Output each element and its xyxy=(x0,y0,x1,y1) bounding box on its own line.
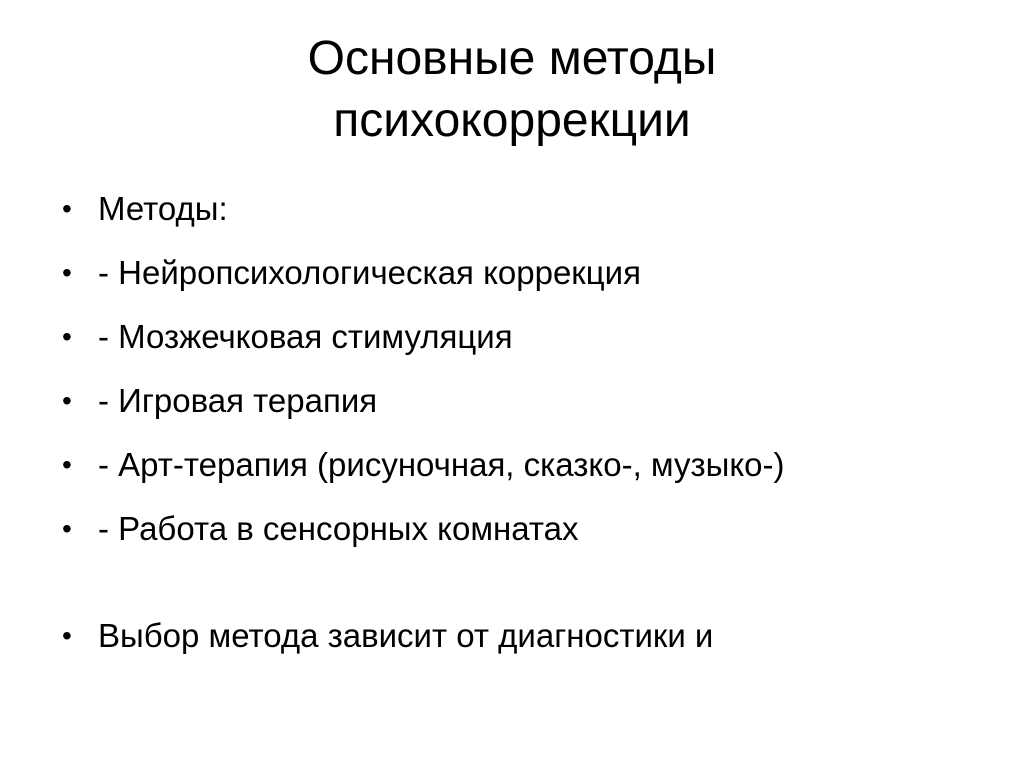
bullet-marker: • xyxy=(62,321,72,352)
bullet-marker: • xyxy=(62,620,72,651)
bullet-item xyxy=(60,444,960,486)
slide-title xyxy=(0,28,1024,152)
bullet-marker: • xyxy=(62,513,72,544)
bullet-text: - Работа в сенсорных комнатах xyxy=(98,510,579,547)
bullet-text: - Мозжечковая стимуляция xyxy=(98,318,513,355)
bullet-text: Выбор метода зависит от диагностики и xyxy=(98,617,714,654)
bullet-text: - Арт-терапия (рисуночная, сказко-, музыко-) xyxy=(98,446,785,483)
bullet-item xyxy=(60,380,960,422)
bullet-marker: • xyxy=(62,193,72,224)
bullet-marker: • xyxy=(62,257,72,288)
title-line-1: Основные методы xyxy=(307,32,717,85)
bullet-item xyxy=(60,252,960,294)
bullet-list xyxy=(60,188,960,679)
bullet-marker: • xyxy=(62,385,72,416)
title-line-2: психокоррекции xyxy=(333,94,691,147)
bullet-marker: • xyxy=(62,449,72,480)
bullet-item xyxy=(60,615,960,657)
bullet-item xyxy=(60,316,960,358)
bullet-item xyxy=(60,508,960,550)
bullet-text: Методы: xyxy=(98,190,228,227)
bullet-text: - Игровая терапия xyxy=(98,382,378,419)
bullet-text: - Нейропсихологическая коррекция xyxy=(98,254,641,291)
bullet-item xyxy=(60,188,960,230)
